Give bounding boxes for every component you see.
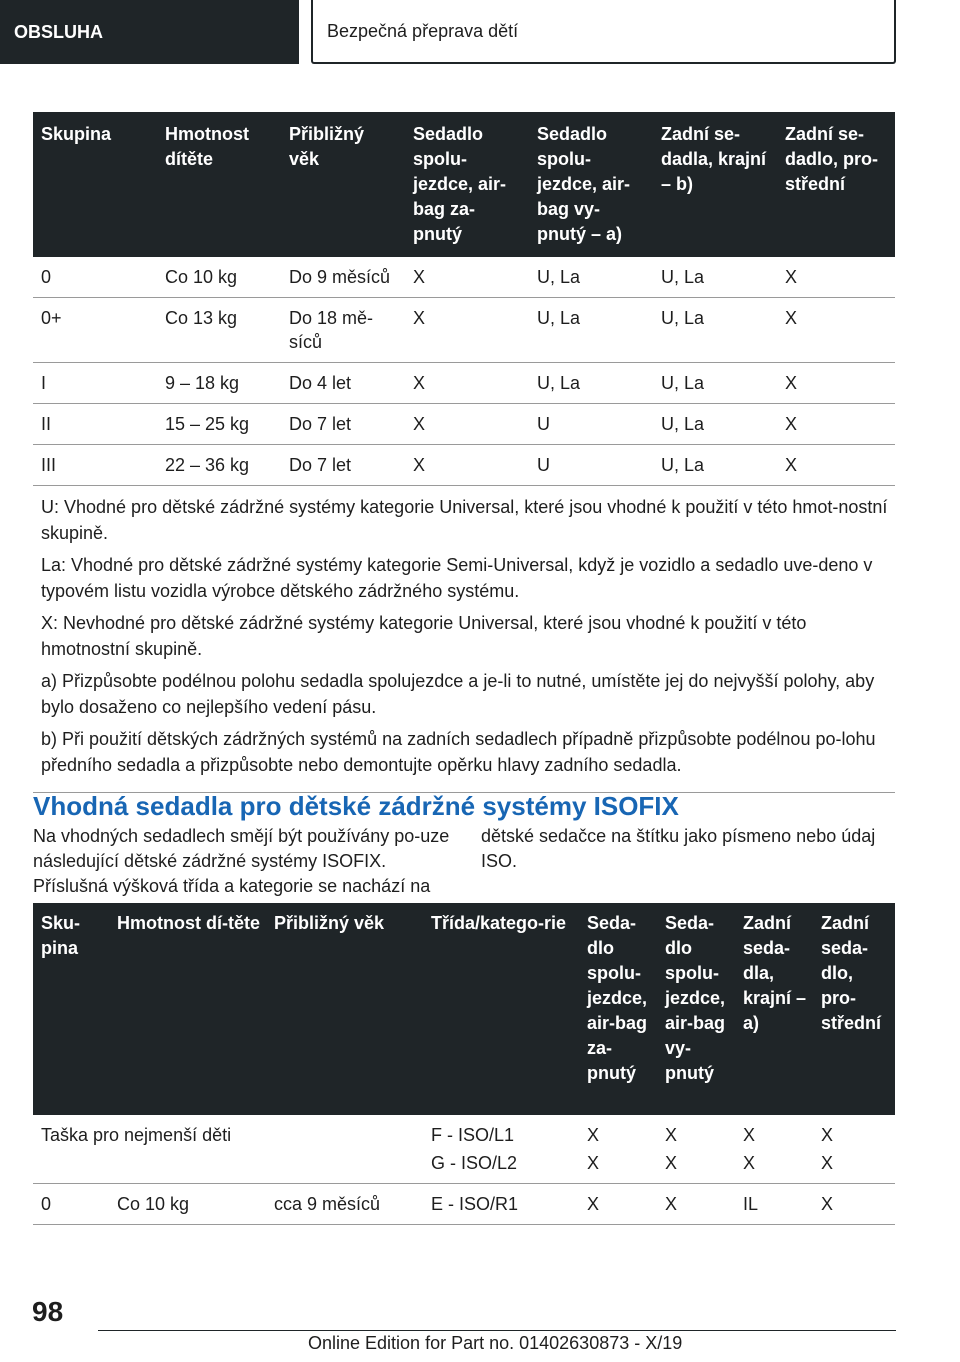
table-cell: F - ISO/L1 xyxy=(431,1125,515,1145)
table-cell: X xyxy=(777,257,895,298)
table-cell: III xyxy=(33,445,157,486)
table-cell: X xyxy=(579,1149,657,1184)
table-cell: 22 – 36 kg xyxy=(157,445,281,486)
table-cell: G - ISO/L2 xyxy=(423,1149,579,1184)
column-header: Zadní se-dadla, krajní – b) xyxy=(653,112,777,257)
note-b: b) Při použití dětských zádržných systémů na zadních sedadlech případně přizpůsobte podélnou po-lohu předního sedadla a přizpůsobte nebo demontujte opěrku hlavy zadního sedadla. xyxy=(41,729,876,775)
section-text-left: Na vhodných sedadlech smějí být používány po-uze následující dětské zádržné systémy ISOFIX. Příslušná výšková třída a kategorie se nachází na xyxy=(33,826,450,896)
notes-cell xyxy=(33,486,895,793)
section-title: Vhodná sedadla pro dětské zádržné systémy ISOFIX xyxy=(33,791,679,821)
table-cell: X xyxy=(405,404,529,445)
table-cell: X xyxy=(665,1125,678,1145)
column-header: Sedadlo spolu-jezdce, air-bag vy-pnutý – a) xyxy=(529,112,653,257)
column-header: Seda-dlo spolu-jezdce, air-bag vy-pnutý xyxy=(657,903,735,1115)
table-cell: X xyxy=(405,445,529,486)
footer-divider xyxy=(98,1330,896,1331)
column-header: Zadní seda-dla, krajní – a) xyxy=(735,903,813,1115)
table-cell: X xyxy=(743,1125,756,1145)
table-row xyxy=(33,1184,895,1225)
table-cell: U xyxy=(529,445,653,486)
table-cell: 0+ xyxy=(33,298,157,363)
table-row xyxy=(33,445,895,486)
table-cell: Do 4 let xyxy=(281,363,405,404)
table-cell: U, La xyxy=(653,404,777,445)
table-cell: U, La xyxy=(529,298,653,363)
column-header: Hmotnost dítěte xyxy=(157,112,281,257)
table-cell: X xyxy=(405,298,529,363)
column-header: Seda-dlo spolu-jezdce, air-bag za-pnutý xyxy=(579,903,657,1115)
column-header: Třída/katego-rie xyxy=(423,903,579,1115)
table-cell: Do 7 let xyxy=(281,404,405,445)
table-cell: 0 xyxy=(33,1184,109,1225)
table-cell: IL xyxy=(735,1184,813,1225)
table-cell: X xyxy=(405,257,529,298)
note-a: a) Přizpůsobte podélnou polohu sedadla spolujezdce a je-li to nutné, umístěte jej do nejvyšší polohy, aby bylo dosaženo co nejlepšího vedení pásu. xyxy=(41,671,875,717)
page-number: 98 xyxy=(32,1296,64,1327)
table-row xyxy=(33,298,895,363)
table-cell: Co 10 kg xyxy=(157,257,281,298)
header-section-label: OBSLUHA xyxy=(0,0,299,64)
table-cell: E - ISO/R1 xyxy=(423,1184,579,1225)
table-cell: Taška pro nejmenší děti xyxy=(33,1115,423,1184)
table-cell: Co 10 kg xyxy=(109,1184,266,1225)
table-row xyxy=(33,1115,895,1149)
table-cell: U, La xyxy=(653,363,777,404)
table-cell: X xyxy=(813,1149,895,1184)
table-cell: 15 – 25 kg xyxy=(157,404,281,445)
table-cell: Do 18 mě-síců xyxy=(281,298,405,363)
table-cell: X xyxy=(777,404,895,445)
table-cell: I xyxy=(33,363,157,404)
table-cell: 0 xyxy=(33,257,157,298)
footer-edition: Online Edition for Part no. 01402630873 - X/19 xyxy=(308,1333,683,1353)
table-cell: X xyxy=(777,445,895,486)
column-header: Přibližný věk xyxy=(281,112,405,257)
column-header: Zadní seda-dlo, pro-střední xyxy=(813,903,895,1115)
column-header: Sedadlo spolu-jezdce, air-bag za-pnutý xyxy=(405,112,529,257)
column-header: Skupina xyxy=(33,112,157,257)
table-cell: X xyxy=(657,1149,735,1184)
table-cell: X xyxy=(735,1149,813,1184)
table-row xyxy=(33,363,895,404)
table-cell: U, La xyxy=(529,257,653,298)
note-x: X: Nevhodné pro dětské zádržné systémy kategorie Universal, které jsou vhodné k použití v této hmotnostní skupině. xyxy=(41,613,807,659)
table-cell: Co 13 kg xyxy=(157,298,281,363)
column-header: Sku-pina xyxy=(33,903,109,1115)
table-cell: U, La xyxy=(653,445,777,486)
column-header: Zadní se-dadlo, pro-střední xyxy=(777,112,895,257)
table-cell: cca 9 měsíců xyxy=(266,1184,423,1225)
table-row xyxy=(33,257,895,298)
table-header-row xyxy=(33,903,895,1115)
table-cell: X xyxy=(587,1125,600,1145)
table-cell: X xyxy=(657,1184,735,1225)
table-cell: X xyxy=(579,1184,657,1225)
notes-row xyxy=(33,486,895,793)
table-cell: X xyxy=(405,363,529,404)
table-cell: X xyxy=(821,1125,834,1145)
column-header: Přibližný věk xyxy=(266,903,423,1115)
table-cell: X xyxy=(777,298,895,363)
isofix-table xyxy=(33,903,895,1225)
column-header: Hmotnost dí-těte xyxy=(109,903,266,1115)
table-cell: U, La xyxy=(653,257,777,298)
note-la: La: Vhodné pro dětské zádržné systémy kategorie Semi-Universal, když je vozidlo a sedadlo uve-deno v typovém listu vozidla výrobce dětského zádržného systému. xyxy=(41,555,873,601)
table-cell: U xyxy=(529,404,653,445)
header-title: Bezpečná přeprava dětí xyxy=(311,0,896,64)
table-header-row xyxy=(33,112,895,257)
table-cell: U, La xyxy=(529,363,653,404)
table-cell: X xyxy=(777,363,895,404)
table-cell: II xyxy=(33,404,157,445)
table-row xyxy=(33,404,895,445)
table-cell: Do 7 let xyxy=(281,445,405,486)
note-u: U: Vhodné pro dětské zádržné systémy kategorie Universal, které jsou vhodné k použití v této hmot-nostní skupině. xyxy=(41,497,888,543)
section-text-right: dětské sedačce na štítku jako písmeno nebo údaj ISO. xyxy=(481,826,876,871)
table-cell: X xyxy=(813,1184,895,1225)
child-seat-table xyxy=(33,112,895,793)
table-cell: U, La xyxy=(653,298,777,363)
table-cell: Do 9 měsíců xyxy=(281,257,405,298)
table-cell: 9 – 18 kg xyxy=(157,363,281,404)
